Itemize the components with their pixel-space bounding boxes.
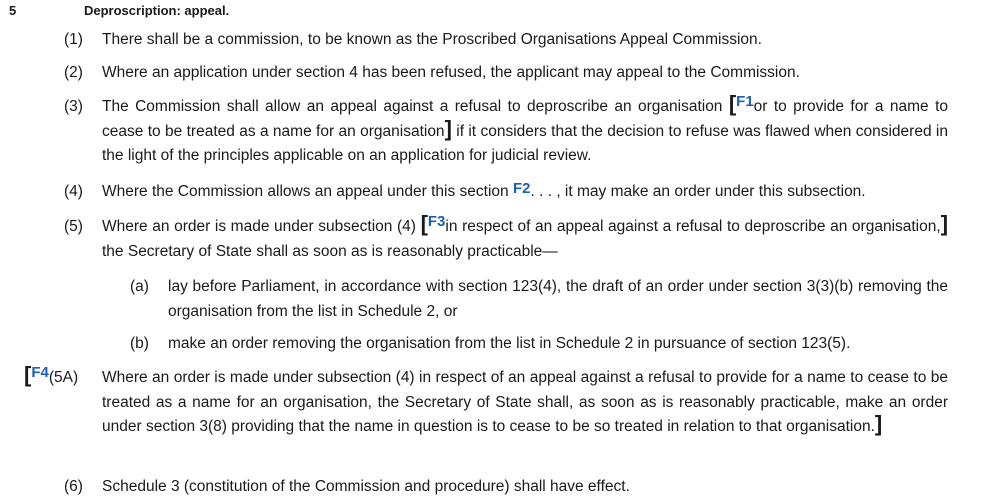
footnote-link-f1[interactable]: F1 [736, 93, 754, 110]
paragraph-1 [0, 28, 992, 53]
footnote-link-f2[interactable]: F2 [512, 180, 531, 197]
paragraph-2 [0, 61, 992, 86]
footnote-link-f4[interactable]: F4 [31, 364, 49, 381]
paragraph-text [102, 180, 952, 205]
paragraph-text: Where an application under section 4 has been refused, the applicant may appeal to the Commission. [102, 64, 800, 81]
paragraph-4 [0, 180, 992, 205]
text-segment: Where an order is made under subsection (4) in respect of an appeal against a refusal to provide for a name to cease to be treated as a name for an organisation, the Secretary of State shall, as soon as is reasonably practicable, make an order under section 3(8) providing that the name in question is to cease to be so treated in relation to that organisation. [102, 369, 948, 435]
text-segment: Where an order is made under subsection (4) [102, 218, 421, 235]
subparagraph-text: lay before Parliament, in accordance with section 123(4), the draft of an order under section 3(3)(b) removing the organisation from the list in Schedule 2, or [168, 278, 948, 320]
subparagraph-number: (a) [130, 278, 149, 295]
text-segment: The Commission shall allow an appeal against a refusal to deproscribe an organisation [102, 98, 729, 115]
text-segment: if it considers that the decision to refuse was flawed when considered in the light of the principles applicable on an application for judicial review. [102, 122, 948, 164]
paragraph-6 [0, 475, 992, 500]
paragraph-number: (5) [64, 218, 83, 235]
subparagraph-a [0, 275, 992, 325]
text-segment: . . . , it may make an order under this subsection. [530, 183, 866, 200]
subparagraph-b [0, 332, 992, 357]
subparagraph-text: make an order removing the organisation from the list in Schedule 2 in pursuance of section 123(5). [168, 335, 851, 352]
paragraph-number: (1) [64, 31, 83, 48]
paragraph-5a [0, 362, 992, 466]
subparagraph-number: (b) [130, 335, 149, 352]
paragraph-number: (2) [64, 64, 83, 81]
text-segment: the Secretary of State shall as soon as is reasonably practicable— [102, 242, 558, 260]
amendment-close-bracket: ] [444, 115, 452, 141]
amendment-open-bracket: [ [420, 211, 428, 236]
paragraph-number [24, 362, 79, 391]
paragraph-5 [0, 211, 992, 265]
section-number: 5 [9, 3, 17, 18]
paragraph-text: There shall be a commission, to be known as the Proscribed Organisations Appeal Commission. [102, 31, 762, 48]
paragraph-text [102, 366, 948, 440]
inserted-text: in respect of an appeal against a refusal to deproscribe an organisation, [445, 218, 941, 235]
amendment-close-bracket: ] [940, 211, 949, 236]
paragraph-number-label: (5A) [48, 369, 79, 386]
paragraph-number: (3) [64, 98, 83, 115]
paragraph-text [102, 211, 949, 264]
text-segment: Where the Commission allows an appeal under this section [102, 183, 513, 200]
paragraph-3 [0, 91, 992, 170]
section-title: Deproscription: appeal. [84, 3, 230, 18]
inserted-text: or to provide for a name to cease to be treated as a name for an organisation [102, 98, 948, 140]
paragraph-number: (6) [64, 478, 83, 495]
amendment-open-bracket: [ [728, 91, 737, 116]
footnote-link-f3[interactable]: F3 [427, 213, 446, 230]
paragraph-text [102, 91, 948, 169]
amendment-open-bracket: [ [24, 362, 32, 387]
paragraph-text: Schedule 3 (constitution of the Commission and procedure) shall have effect. [102, 478, 630, 495]
paragraph-number: (4) [64, 183, 83, 200]
amendment-close-bracket: ] [874, 411, 883, 436]
